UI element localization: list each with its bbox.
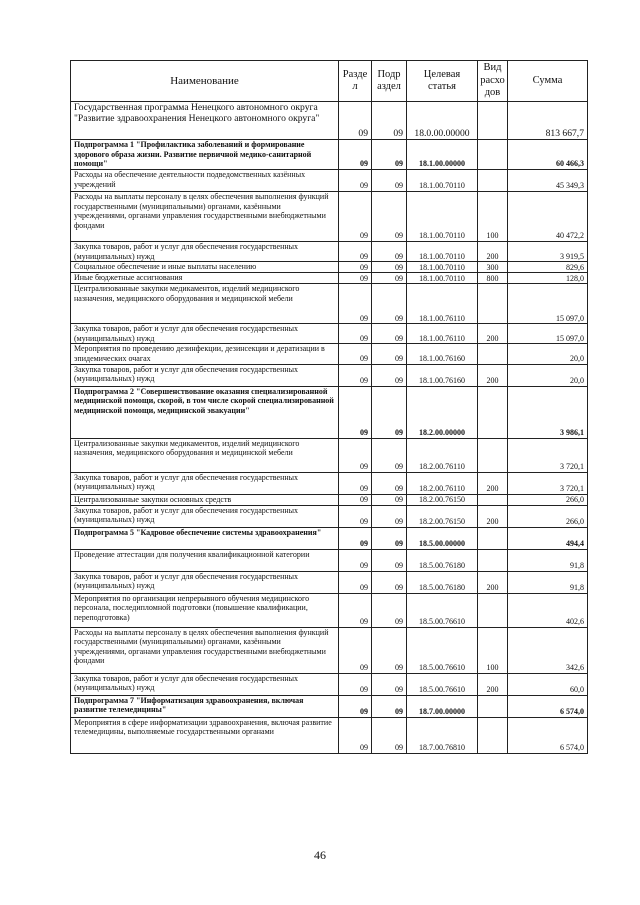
cell-target: 18.5.00.00000 [407, 527, 478, 549]
table-body [71, 102, 588, 754]
cell-name: Проведение аттестации для получения квалификационной категории [71, 549, 339, 571]
table-row [71, 386, 588, 438]
cell-target: 18.1.00.70110 [407, 273, 478, 284]
header-subsection: Подр аздел [372, 61, 407, 102]
header-target: Целевая статья [407, 61, 478, 102]
table-row [71, 695, 588, 717]
cell-expense-type: 200 [478, 505, 508, 527]
cell-expense-type [478, 344, 508, 364]
cell-section: 09 [339, 571, 372, 593]
cell-name: Подпрограмма 1 "Профилактика заболеваний и формирование здорового образа жизни. Развитие первичной медико-санитарной помощи" [71, 140, 339, 170]
cell-name: Закупка товаров, работ и услуг для обеспечения государственных (муниципальных) нужд [71, 324, 339, 344]
table-row [71, 593, 588, 627]
cell-target: 18.1.00.70110 [407, 242, 478, 262]
cell-target: 18.2.00.76150 [407, 494, 478, 505]
cell-section: 09 [339, 695, 372, 717]
cell-subsection: 09 [372, 324, 407, 344]
cell-section: 09 [339, 364, 372, 386]
cell-name: Централизованные закупки медикаментов, изделий медицинского назначения, медицинского оборудования и медицинской мебели [71, 438, 339, 472]
budget-page [70, 60, 587, 754]
cell-name: Расходы на обеспечение деятельности подведомственных казённых учреждений [71, 170, 339, 192]
cell-name: Закупка товаров, работ и услуг для обеспечения государственных (муниципальных) нужд [71, 673, 339, 695]
cell-subsection: 09 [372, 170, 407, 192]
table-row [71, 571, 588, 593]
cell-subsection: 09 [372, 242, 407, 262]
cell-target: 18.1.00.70110 [407, 192, 478, 242]
table-row [71, 717, 588, 753]
cell-name: Централизованные закупки основных средств [71, 494, 339, 505]
cell-subsection: 09 [372, 364, 407, 386]
table-row [71, 494, 588, 505]
cell-target: 18.5.00.76610 [407, 593, 478, 627]
cell-name: Подпрограмма 2 "Совершенствование оказания специализированной медицинской помощи, скорой, в том числе скорой специализированной медицинской помощи, медицинской эвакуации" [71, 386, 339, 438]
cell-subsection: 09 [372, 673, 407, 695]
cell-expense-type [478, 695, 508, 717]
cell-sum: 494,4 [508, 527, 588, 549]
header-expense-type: Вид расхо дов [478, 61, 508, 102]
cell-section: 09 [339, 192, 372, 242]
cell-sum: 6 574,0 [508, 717, 588, 753]
cell-section: 09 [339, 140, 372, 170]
cell-sum: 60,0 [508, 673, 588, 695]
cell-sum: 20,0 [508, 344, 588, 364]
cell-target: 18.5.00.76610 [407, 627, 478, 673]
cell-section: 09 [339, 505, 372, 527]
cell-sum: 813 667,7 [508, 102, 588, 140]
cell-name: Мероприятия по проведению дезинфекции, дезинсекции и дератизации в эпидемических очагах [71, 344, 339, 364]
cell-section: 09 [339, 673, 372, 695]
cell-expense-type: 200 [478, 571, 508, 593]
cell-sum: 15 097,0 [508, 284, 588, 324]
cell-section: 09 [339, 242, 372, 262]
cell-expense-type: 100 [478, 627, 508, 673]
cell-subsection: 09 [372, 284, 407, 324]
cell-expense-type: 200 [478, 673, 508, 695]
cell-sum: 266,0 [508, 494, 588, 505]
cell-expense-type [478, 140, 508, 170]
cell-section: 09 [339, 438, 372, 472]
cell-subsection: 09 [372, 571, 407, 593]
cell-name: Иные бюджетные ассигнования [71, 273, 339, 284]
cell-expense-type [478, 102, 508, 140]
header-name: Наименование [71, 61, 339, 102]
cell-section: 09 [339, 472, 372, 494]
cell-sum: 266,0 [508, 505, 588, 527]
cell-section: 09 [339, 102, 372, 140]
cell-sum: 3 720,1 [508, 438, 588, 472]
cell-subsection: 09 [372, 102, 407, 140]
table-row [71, 549, 588, 571]
cell-target: 18.1.00.76110 [407, 284, 478, 324]
cell-expense-type [478, 593, 508, 627]
cell-target: 18.1.00.76110 [407, 324, 478, 344]
cell-name: Подпрограмма 7 "Информатизация здравоохранения, включая развитие телемедицины" [71, 695, 339, 717]
cell-subsection: 09 [372, 494, 407, 505]
cell-target: 18.0.00.00000 [407, 102, 478, 140]
cell-expense-type [478, 527, 508, 549]
cell-name: Закупка товаров, работ и услуг для обеспечения государственных (муниципальных) нужд [71, 505, 339, 527]
cell-sum: 402,6 [508, 593, 588, 627]
cell-section: 09 [339, 344, 372, 364]
table-row [71, 273, 588, 284]
cell-expense-type: 300 [478, 262, 508, 273]
table-row [71, 262, 588, 273]
cell-expense-type [478, 549, 508, 571]
cell-sum: 3 720,1 [508, 472, 588, 494]
cell-sum: 40 472,2 [508, 192, 588, 242]
cell-section: 09 [339, 170, 372, 192]
cell-expense-type: 200 [478, 472, 508, 494]
table-row [71, 627, 588, 673]
cell-expense-type [478, 717, 508, 753]
cell-subsection: 09 [372, 344, 407, 364]
cell-sum: 3 986,1 [508, 386, 588, 438]
cell-expense-type: 200 [478, 364, 508, 386]
cell-target: 18.5.00.76180 [407, 549, 478, 571]
cell-expense-type: 200 [478, 242, 508, 262]
cell-name: Социальное обеспечение и иные выплаты населению [71, 262, 339, 273]
cell-name: Закупка товаров, работ и услуг для обеспечения государственных (муниципальных) нужд [71, 242, 339, 262]
table-row [71, 344, 588, 364]
cell-target: 18.1.00.00000 [407, 140, 478, 170]
table-row [71, 284, 588, 324]
cell-sum: 60 466,3 [508, 140, 588, 170]
cell-name: Подпрограмма 5 "Кадровое обеспечение системы здравоохранения" [71, 527, 339, 549]
cell-sum: 20,0 [508, 364, 588, 386]
cell-target: 18.5.00.76610 [407, 673, 478, 695]
cell-subsection: 09 [372, 140, 407, 170]
cell-sum: 3 919,5 [508, 242, 588, 262]
cell-sum: 91,8 [508, 549, 588, 571]
cell-section: 09 [339, 627, 372, 673]
cell-expense-type [478, 494, 508, 505]
table-row [71, 472, 588, 494]
cell-sum: 91,8 [508, 571, 588, 593]
cell-section: 09 [339, 324, 372, 344]
table-row [71, 140, 588, 170]
cell-subsection: 09 [372, 386, 407, 438]
cell-target: 18.1.00.76160 [407, 344, 478, 364]
budget-table [70, 60, 588, 754]
table-row [71, 102, 588, 140]
cell-name: Мероприятия по организации непрерывного обучения медицинского персонала, последипломной подготовки (повышение квалификации, переподготовка) [71, 593, 339, 627]
cell-name: Закупка товаров, работ и услуг для обеспечения государственных (муниципальных) нужд [71, 571, 339, 593]
cell-section: 09 [339, 527, 372, 549]
cell-target: 18.1.00.70110 [407, 170, 478, 192]
cell-name: Закупка товаров, работ и услуг для обеспечения государственных (муниципальных) нужд [71, 364, 339, 386]
cell-subsection: 09 [372, 192, 407, 242]
cell-section: 09 [339, 549, 372, 571]
table-row [71, 673, 588, 695]
cell-target: 18.2.00.76110 [407, 472, 478, 494]
cell-name: Закупка товаров, работ и услуг для обеспечения государственных (муниципальных) нужд [71, 472, 339, 494]
page-number: 46 [314, 848, 326, 862]
cell-sum: 15 097,0 [508, 324, 588, 344]
cell-sum: 829,6 [508, 262, 588, 273]
cell-expense-type [478, 170, 508, 192]
cell-subsection: 09 [372, 527, 407, 549]
cell-section: 09 [339, 284, 372, 324]
cell-target: 18.2.00.76110 [407, 438, 478, 472]
cell-name: Мероприятия в сфере информатизации здравоохранения, включая развитие телемедицины, выполняемые государственными органами [71, 717, 339, 753]
table-row [71, 527, 588, 549]
table-row [71, 242, 588, 262]
cell-target: 18.1.00.76160 [407, 364, 478, 386]
cell-expense-type: 800 [478, 273, 508, 284]
cell-subsection: 09 [372, 472, 407, 494]
table-row [71, 364, 588, 386]
table-row [71, 170, 588, 192]
cell-section: 09 [339, 386, 372, 438]
cell-subsection: 09 [372, 627, 407, 673]
cell-target: 18.7.00.76810 [407, 717, 478, 753]
cell-target: 18.7.00.00000 [407, 695, 478, 717]
header-sum: Сумма [508, 61, 588, 102]
cell-target: 18.1.00.70110 [407, 262, 478, 273]
cell-expense-type [478, 386, 508, 438]
table-row [71, 324, 588, 344]
cell-expense-type [478, 284, 508, 324]
cell-sum: 342,6 [508, 627, 588, 673]
cell-subsection: 09 [372, 262, 407, 273]
table-row [71, 192, 588, 242]
cell-name: Централизованные закупки медикаментов, изделий медицинского назначения, медицинского оборудования и медицинской мебели [71, 284, 339, 324]
table-row [71, 438, 588, 472]
header-section: Разде л [339, 61, 372, 102]
cell-name: Расходы на выплаты персоналу в целях обеспечения выполнения функций государственными (муниципальными) органами, казёнными учреждениями, органами управления государственными внебюджетными фондами [71, 192, 339, 242]
cell-sum: 128,0 [508, 273, 588, 284]
table-header-row [71, 61, 588, 102]
cell-expense-type: 100 [478, 192, 508, 242]
cell-subsection: 09 [372, 593, 407, 627]
cell-subsection: 09 [372, 273, 407, 284]
cell-sum: 45 349,3 [508, 170, 588, 192]
cell-name: Расходы на выплаты персоналу в целях обеспечения выполнения функций государственными (муниципальными) органами, казёнными учреждениями, органами управления государственными внебюджетными фондами [71, 627, 339, 673]
cell-section: 09 [339, 494, 372, 505]
cell-expense-type: 200 [478, 324, 508, 344]
cell-sum: 6 574,0 [508, 695, 588, 717]
cell-section: 09 [339, 717, 372, 753]
table-row [71, 505, 588, 527]
cell-section: 09 [339, 273, 372, 284]
cell-subsection: 09 [372, 695, 407, 717]
cell-target: 18.5.00.76180 [407, 571, 478, 593]
cell-target: 18.2.00.76150 [407, 505, 478, 527]
cell-name: Государственная программа Ненецкого автономного округа "Развитие здравоохранения Ненецкого автономного округа" [71, 102, 339, 140]
cell-subsection: 09 [372, 438, 407, 472]
cell-section: 09 [339, 593, 372, 627]
cell-target: 18.2.00.00000 [407, 386, 478, 438]
cell-subsection: 09 [372, 505, 407, 527]
cell-section: 09 [339, 262, 372, 273]
cell-subsection: 09 [372, 717, 407, 753]
cell-expense-type [478, 438, 508, 472]
cell-subsection: 09 [372, 549, 407, 571]
